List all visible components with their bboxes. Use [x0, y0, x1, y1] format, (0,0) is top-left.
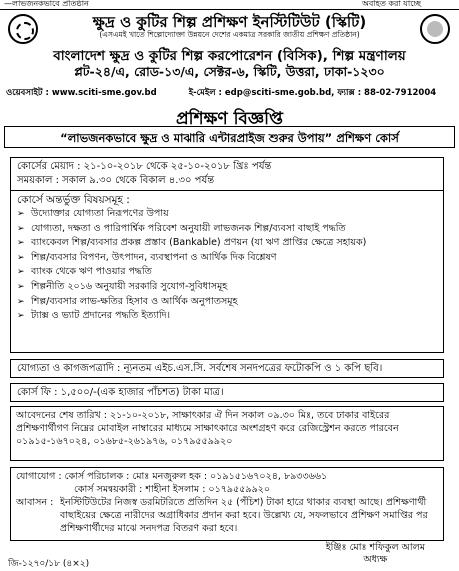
top-strip-left: —লাভজনকভাবে প্রতিষ্ঠান: [4, 0, 89, 8]
list-item: ➢ শিল্পনীতি ২০১৬ অনুযায়ী সরকারি সুযোগ-সুবিধাসমূহ: [17, 280, 437, 295]
topics-box: [10, 191, 444, 353]
institute-tagline: (এসএমই খাতে শিল্পোদ্যোক্তা উন্নয়নে দেশের একমাত্র সরকারি জাতীয় প্রশিক্ষণ প্রতিষ্ঠান): [99, 30, 360, 39]
eligibility-box: যোগ্যতা ও কাগজপত্রাদি : ন্যূনতম এইচ.এস.সি. সর্বশেষ সনদপত্রের ফটোকপি ও ১ কপি ছবি।: [10, 359, 444, 378]
list-item: ➢ ব্যাংকেবল শিল্প/ব্যবসার প্রকল্প প্রস্তাব (Bankable) প্রণয়ন (যা ঋণ প্রাপ্তির ক্ষেত্রে সহায়ক): [17, 236, 437, 251]
top-strip-right: অবহিত করা যাচ্ছে: [362, 0, 421, 8]
contact-box: [10, 467, 444, 541]
signatory-name: ইঞ্জিঃ মোঃ শফিকুল আলম: [325, 542, 425, 553]
notice-title: প্রশিক্ষণ বিজ্ঞপ্তি: [175, 109, 283, 129]
application-box: আবেদনের শেষ তারিখ : ২১-১০-২০১৮, সাক্ষাৎকার ঐ দিন সকাল ০৯.৩০ মিঃ, তবে ঢাকার বাইরের প্রশিক্ষণার্থীগণ নিম্নের মোবাইল নাম্বারের মাধ্যমে সাক্ষাৎকারে অংশগ্রহণ করে রেজিস্ট্রেশন করতে পারবেন ০১৯১৫-১৬৭০২৪, ০১৬৮৫-২৬১৯৭৬, ০১৭৯৫৫৯৯২০: [10, 406, 444, 461]
housing-text: ইনস্টিটিউটের নিজস্ব ডরমিটরিতে প্রতিদিন ২৫ (পঁচিশ) টাকা হারে থাকার ব্যবস্থা আছে। প্রশিক্ষণার্থী বাছাইয়ের ক্ষেত্রে নারীদের অগ্রাধিকার প্রদান করা হবে। উল্লেখ্য যে, সফলভাবে প্রশিক্ষণ সমাপ্তির পর প্রশিক্ষণার্থীদের মাঝে সনদপত্র বিতরণ করা হবে।: [60, 497, 428, 534]
reference-number: জি-১২৭০/১৮ (৪×২): [8, 559, 90, 569]
list-item: ➢ ট্যাক্স ও ভ্যাট প্রদানের পদ্ধতি ইত্যাদি।: [17, 309, 437, 324]
list-item: ➢ শিল্প/ব্যবসার লাভ-ক্ষতির হিসাব ও আর্থিক অনুপাতসমূহ: [17, 295, 437, 310]
contact-line: [6, 86, 455, 100]
website: ওয়েবসাইট : www.sciti-sme.gov.bd: [6, 88, 157, 98]
time-label: সময়কাল :: [17, 175, 59, 186]
address: প্লট-২৪/এ, রোড-১৩/এ, সেক্টর-৬, স্কিটি, উত্তরা, ঢাকা-১২৩০: [74, 64, 385, 79]
signature-block: [326, 542, 425, 566]
duration-value: ২১-১০-২০১৮ থেকে ২৫-১০-২০১৮ খ্রিঃ পর্যন্ত: [83, 161, 272, 172]
duration-box: [10, 157, 444, 191]
housing-row: [16, 496, 438, 535]
corporation-name: বাংলাদেশ ক্ষুদ্র ও কুটির শিল্প করপোরেশন (বিসিক), শিল্প মন্ত্রণালয়: [53, 48, 406, 64]
duration-label: কোর্সের মেয়াদ :: [17, 161, 81, 172]
list-item: ➢ উদ্যোক্তার যোগ্যতা নিরূপণের উপায়: [17, 207, 437, 222]
housing-label: আবাসন :: [16, 497, 54, 508]
fee-box: কোর্স ফি : ১,৫০০/-(এক হাজার পাঁচশত) টাকা মাত্র।: [10, 383, 444, 402]
time-value: সকাল ৯.৩০ থেকে বিকাল ৪.৩০ পর্যন্ত: [62, 175, 215, 186]
list-item: ➢ যোগ্যতা, দক্ষতা ও পারিপার্শ্বিক পরিবেশ অনুযায়ী লাভজনক শিল্প/ব্যবসা বাছাই পদ্ধতি: [17, 222, 437, 237]
topics-heading: কোর্সে অন্তর্ভুক্ত বিষয়সমূহ :: [17, 194, 130, 206]
contact-label: যোগাযোগ :: [16, 471, 62, 482]
topics-list: [17, 207, 437, 324]
course-name: “লাভজনকভাবে ক্ষুদ্র ও মাঝারি এন্টারপ্রাইজ শুরুর উপায়” প্রশিক্ষণ কোর্স: [4, 126, 455, 148]
list-item: ➢ শিল্প/ব্যবসার বিপণন, উৎপাদন, ব্যবস্থাপনা ও আর্থিক দিক বিশ্লেষণ: [17, 251, 437, 266]
signatory-title: অধ্যক্ষ: [363, 554, 388, 565]
institute-title: ক্ষুদ্র ও কুটির শিল্প প্রশিক্ষণ ইনস্টিটিউট (স্কিটি): [92, 13, 367, 31]
list-item: ➢ ব্যাংক থেকে ঋণ পাওয়ার পদ্ধতি: [17, 265, 437, 280]
top-strip: [0, 0, 459, 10]
course-director: কোর্স পরিচালক : মোঃ মনজুরুল হক : ০১৯১৫১৬৭০২৪, ৮৯৩৩৬৬১: [64, 471, 328, 482]
course-coordinator: কোর্স সমন্বয়কারী : শাহীনা ইসলাম : ০১৭৯৫৫৯৯২০: [74, 484, 271, 495]
email-fax: ই-মেইল : edp@sciti-sme.gob.bd, ফ্যাক্স : 88-02-7912004: [188, 88, 437, 98]
